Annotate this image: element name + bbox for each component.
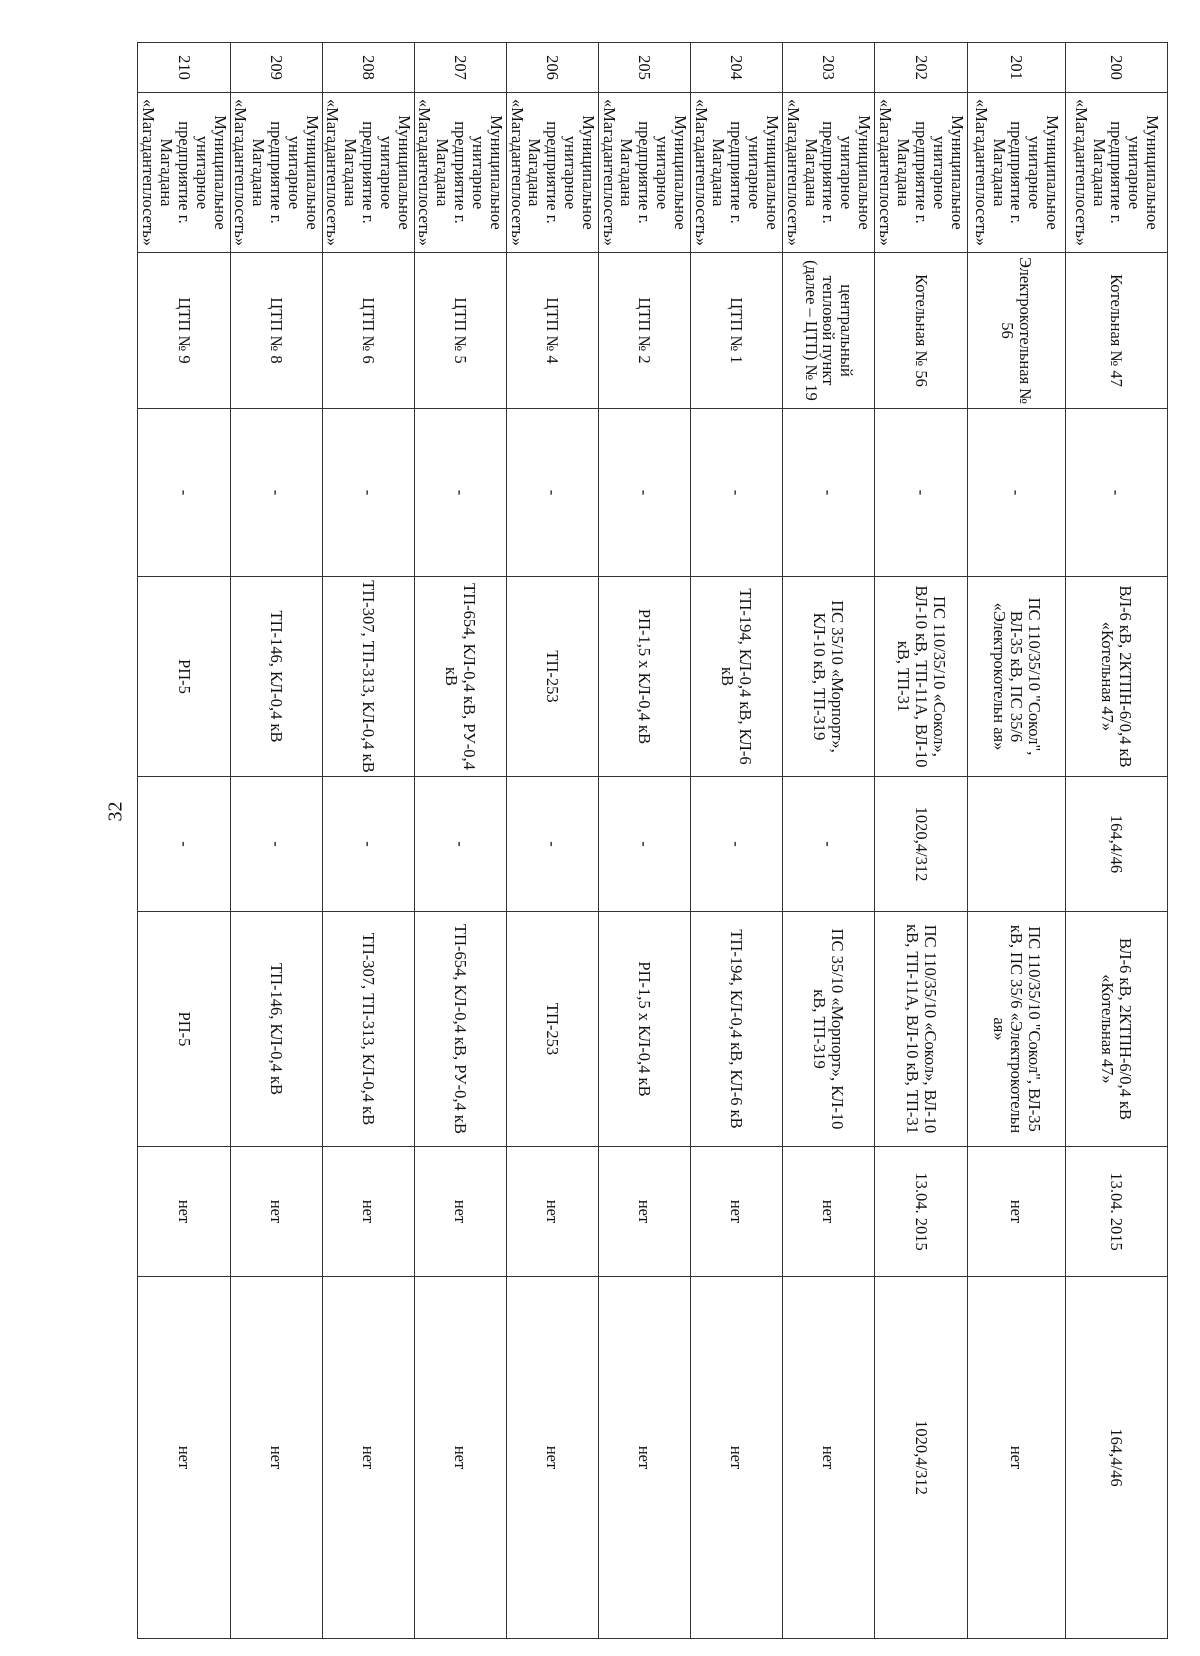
date-cell: нет [230,1147,322,1277]
column-4-cell: - [598,409,690,577]
max-capacity-cell: нет [322,1277,414,1639]
row-number: 203 [782,43,874,93]
organization-cell: Муниципальное унитарное предприятие г. Магадана «Магадантеплосеть» [138,93,230,253]
capacity-cell: - [782,777,874,912]
date-cell: нет [138,1147,230,1277]
date-cell: нет [414,1147,506,1277]
object-cell: Котельная № 56 [875,253,968,409]
capacity-cell: - [322,777,414,912]
data-table [138,42,1169,1639]
row-number: 205 [598,43,690,93]
max-capacity-cell: нет [230,1277,322,1639]
table-row [138,43,230,1639]
table-row [322,43,414,1639]
max-capacity-cell: нет [690,1277,782,1639]
max-capacity-cell: нет [782,1277,874,1639]
supply-source-cell: ТП-146, КЛ-0,4 кВ [230,577,322,777]
table-row [968,43,1066,1639]
row-number: 210 [138,43,230,93]
table-row [1066,43,1168,1639]
organization-cell: Муниципальное унитарное предприятие г. Магадана «Магадантеплосеть» [414,93,506,253]
row-number: 202 [875,43,968,93]
capacity-cell: - [230,777,322,912]
capacity-cell: - [414,777,506,912]
connection-point-cell: РП-5 [138,912,230,1147]
connection-point-cell: ТП-654, КЛ-0,4 кВ, РУ-0,4 кВ [414,912,506,1147]
page-number: 32 [104,801,127,822]
table-row [598,43,690,1639]
date-cell: 13.04. 2015 [1066,1147,1168,1277]
organization-cell: Муниципальное унитарное предприятие г. Магадана «Магадантеплосеть» [598,93,690,253]
connection-point-cell: ПС 110/35/10 "Сокол", ВЛ-35 кВ, ПС 35/6 «Электрокотельн ая» [968,912,1066,1147]
connection-point-cell: ТП-253 [506,912,598,1147]
object-cell: Котельная № 47 [1066,253,1168,409]
organization-cell: Муниципальное унитарное предприятие г. Магадана «Магадантеплосеть» [968,93,1066,253]
max-capacity-cell: 1020,4/312 [875,1277,968,1639]
max-capacity-cell: нет [414,1277,506,1639]
row-number: 209 [230,43,322,93]
column-4-cell: - [414,409,506,577]
supply-source-cell: РП-5 [138,577,230,777]
date-cell: 13.04. 2015 [875,1147,968,1277]
date-cell: нет [506,1147,598,1277]
capacity-cell: 164,4/46 [1066,777,1168,912]
object-cell: центральный тепловой пункт (далее – ЦТП) № 19 [782,253,874,409]
organization-cell: Муниципальное унитарное предприятие г. Магадана «Магадантеплосеть» [782,93,874,253]
object-cell: ЦТП № 6 [322,253,414,409]
column-4-cell: - [875,409,968,577]
object-cell: ЦТП № 9 [138,253,230,409]
date-cell: нет [782,1147,874,1277]
supply-source-cell: ТП-307, ТП-313, КЛ-0,4 кВ [322,577,414,777]
object-cell: ЦТП № 5 [414,253,506,409]
date-cell: нет [968,1147,1066,1277]
object-cell: ЦТП № 1 [690,253,782,409]
supply-source-cell: ПС 110/35/10 "Сокол", ВЛ-35 кВ, ПС 35/6 «Электрокотельн ая» [968,577,1066,777]
column-4-cell: - [782,409,874,577]
row-number: 200 [1066,43,1168,93]
supply-source-cell: ВЛ-6 кВ, 2КТПН-6/0,4 кВ «Котельная 47» [1066,577,1168,777]
row-number: 207 [414,43,506,93]
organization-cell: Муниципальное унитарное предприятие г. Магадана «Магадантеплосеть» [322,93,414,253]
table-row [690,43,782,1639]
organization-cell: Муниципальное унитарное предприятие г. Магадана «Магадантеплосеть» [1066,93,1168,253]
table-row [506,43,598,1639]
rotated-table-container [139,42,1168,1638]
capacity-cell: - [598,777,690,912]
object-cell: ЦТП № 2 [598,253,690,409]
supply-source-cell: ПС 110/35/10 «Сокол», ВЛ-10 кВ, ТП-11А, ВЛ-10 кВ, ТП-31 [875,577,968,777]
max-capacity-cell: нет [506,1277,598,1639]
object-cell: ЦТП № 4 [506,253,598,409]
table-row [782,43,874,1639]
capacity-cell: - [506,777,598,912]
column-4-cell: - [138,409,230,577]
supply-source-cell: РП-1,5 х КЛ-0,4 кВ [598,577,690,777]
supply-source-cell: ТП-253 [506,577,598,777]
date-cell: нет [322,1147,414,1277]
connection-point-cell: РП-1,5 х КЛ-0,4 кВ [598,912,690,1147]
row-number: 208 [322,43,414,93]
table-row [230,43,322,1639]
organization-cell: Муниципальное унитарное предприятие г. Магадана «Магадантеплосеть» [875,93,968,253]
capacity-cell [968,777,1066,912]
connection-point-cell: ВЛ-6 кВ, 2КТПН-6/0,4 кВ «Котельная 47» [1066,912,1168,1147]
date-cell: нет [598,1147,690,1277]
connection-point-cell: ТП-307, ТП-313, КЛ-0,4 кВ [322,912,414,1147]
max-capacity-cell: нет [968,1277,1066,1639]
column-4-cell: - [1066,409,1168,577]
capacity-cell: - [138,777,230,912]
supply-source-cell: ТП-194, КЛ-0,4 кВ, КЛ-6 кВ [690,577,782,777]
organization-cell: Муниципальное унитарное предприятие г. Магадана «Магадантеплосеть» [230,93,322,253]
column-4-cell: - [506,409,598,577]
object-cell: Электрокотельная № 56 [968,253,1066,409]
connection-point-cell: ТП-146, КЛ-0,4 кВ [230,912,322,1147]
row-number: 206 [506,43,598,93]
table-row [414,43,506,1639]
organization-cell: Муниципальное унитарное предприятие г. Магадана «Магадантеплосеть» [506,93,598,253]
supply-source-cell: ПС 35/10 «Морпорт», КЛ-10 кВ, ТП-319 [782,577,874,777]
row-number: 201 [968,43,1066,93]
column-4-cell: - [968,409,1066,577]
capacity-cell: 1020,4/312 [875,777,968,912]
capacity-cell: - [690,777,782,912]
object-cell: ЦТП № 8 [230,253,322,409]
supply-source-cell: ТП-654, КЛ-0,4 кВ, РУ-0,4 кВ [414,577,506,777]
organization-cell: Муниципальное унитарное предприятие г. Магадана «Магадантеплосеть» [690,93,782,253]
table-row [875,43,968,1639]
connection-point-cell: ПС 35/10 «Морпорт», КЛ-10 кВ, ТП-319 [782,912,874,1147]
row-number: 204 [690,43,782,93]
connection-point-cell: ТП-194, КЛ-0,4 кВ, КЛ-6 кВ [690,912,782,1147]
max-capacity-cell: 164,4/46 [1066,1277,1168,1639]
max-capacity-cell: нет [598,1277,690,1639]
connection-point-cell: ПС 110/35/10 «Сокол», ВЛ-10 кВ, ТП-11А, ВЛ-10 кВ, ТП-31 [875,912,968,1147]
column-4-cell: - [322,409,414,577]
column-4-cell: - [690,409,782,577]
max-capacity-cell: нет [138,1277,230,1639]
date-cell: нет [690,1147,782,1277]
column-4-cell: - [230,409,322,577]
